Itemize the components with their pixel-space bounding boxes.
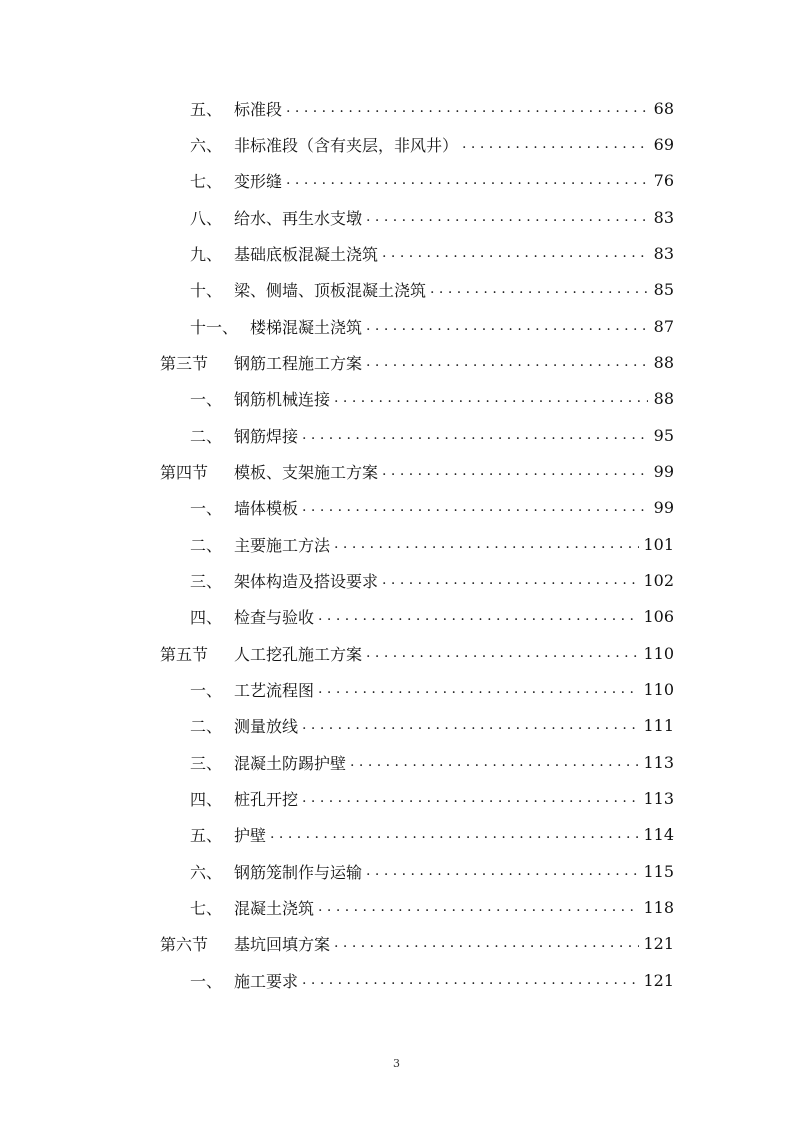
toc-page: 110: [643, 679, 674, 699]
toc-entry[interactable]: [190, 750, 674, 774]
toc-section-entry[interactable]: [160, 641, 674, 665]
toc-entry[interactable]: [190, 532, 674, 556]
toc-number: 第六节: [160, 934, 209, 954]
toc-entry[interactable]: [190, 968, 674, 992]
toc-title: 基础底板混凝土浇筑: [234, 244, 379, 264]
toc-page: 118: [643, 897, 674, 917]
toc-page: 102: [643, 570, 674, 590]
toc-entry[interactable]: [190, 822, 674, 846]
toc-entry[interactable]: [190, 568, 674, 592]
page-number: 3: [393, 1057, 400, 1070]
toc-title: 钢筋工程施工方案: [234, 353, 363, 373]
toc-page: 76: [653, 170, 674, 190]
toc-number: 二、: [190, 426, 223, 446]
toc-title: 工艺流程图: [234, 680, 315, 700]
toc-entry[interactable]: [190, 205, 674, 229]
toc-title: 检查与验收: [234, 607, 315, 627]
toc-leader: [302, 972, 639, 988]
toc-title: 非标准段（含有夹层，非风井）: [234, 135, 459, 155]
toc-title: 墙体模板: [234, 498, 299, 518]
toc-leader: [270, 826, 639, 842]
toc-number: 十一、: [190, 317, 239, 337]
toc-number: 十、: [190, 280, 223, 300]
toc-title: 架体构造及搭设要求: [234, 571, 379, 591]
toc-number: 一、: [190, 680, 223, 700]
toc-page: 101: [643, 534, 674, 554]
toc-number: 七、: [190, 898, 223, 918]
toc-title: 楼梯混凝土浇筑: [250, 317, 363, 337]
toc-leader: [366, 645, 639, 661]
toc-number: 九、: [190, 244, 223, 264]
toc-leader: [462, 136, 648, 152]
toc-leader: [382, 463, 648, 479]
toc-page: 83: [653, 207, 674, 227]
toc-leader: [302, 499, 648, 515]
toc-leader: [382, 572, 639, 588]
toc-page: 115: [643, 861, 674, 881]
toc-number: 六、: [190, 862, 223, 882]
toc-entry[interactable]: [190, 604, 674, 628]
toc-leader: [318, 608, 639, 624]
toc-title: 人工挖孔施工方案: [234, 644, 363, 664]
toc-title: 标准段: [234, 99, 283, 119]
toc-leader: [366, 354, 648, 370]
toc-number: 第五节: [160, 644, 209, 664]
toc-number: 第三节: [160, 353, 209, 373]
toc-title: 混凝土防踢护壁: [234, 753, 347, 773]
toc-number: 第四节: [160, 462, 209, 482]
toc-leader: [334, 935, 639, 951]
toc-number: 四、: [190, 789, 223, 809]
toc-number: 七、: [190, 171, 223, 191]
toc-entry[interactable]: [190, 895, 674, 919]
toc-leader: [366, 318, 648, 334]
toc-leader: [318, 681, 639, 697]
toc-section-entry[interactable]: [160, 459, 674, 483]
toc-number: 三、: [190, 571, 223, 591]
toc-page: 88: [653, 352, 674, 372]
toc-title: 混凝土浇筑: [234, 898, 315, 918]
toc-number: 五、: [190, 99, 223, 119]
toc-leader: [302, 427, 648, 443]
toc-entry[interactable]: [190, 495, 674, 519]
toc-page: 69: [653, 134, 674, 154]
toc-title: 给水、再生水支墩: [234, 208, 363, 228]
toc-page: 85: [653, 279, 674, 299]
toc-leader: [382, 245, 648, 261]
toc-number: 二、: [190, 716, 223, 736]
toc-title: 护壁: [234, 825, 267, 845]
toc-page: 95: [653, 425, 674, 445]
toc-entry[interactable]: [190, 168, 674, 192]
toc-entry[interactable]: [190, 423, 674, 447]
toc-number: 三、: [190, 753, 223, 773]
toc-page: 111: [643, 715, 674, 735]
toc-number: 一、: [190, 389, 223, 409]
toc-page: 87: [653, 316, 674, 336]
toc-title: 施工要求: [234, 971, 299, 991]
toc-number: 四、: [190, 607, 223, 627]
toc-number: 一、: [190, 971, 223, 991]
toc-leader: [350, 754, 639, 770]
toc-page: 121: [643, 933, 674, 953]
toc-title: 变形缝: [234, 171, 283, 191]
toc-title: 测量放线: [234, 716, 299, 736]
toc-entry[interactable]: [190, 859, 674, 883]
toc-page: 113: [643, 752, 674, 772]
toc-entry[interactable]: [190, 386, 674, 410]
toc-leader: [334, 390, 648, 406]
toc-entry[interactable]: [190, 786, 674, 810]
toc-number: 五、: [190, 825, 223, 845]
toc-page: 68: [653, 98, 674, 118]
toc-page: 113: [643, 788, 674, 808]
toc-entry[interactable]: [190, 677, 674, 701]
toc-leader: [430, 281, 648, 297]
toc-leader: [318, 899, 639, 915]
toc-leader: [334, 536, 639, 552]
toc-entry[interactable]: [190, 277, 674, 301]
toc-section-entry[interactable]: [160, 931, 674, 955]
toc-number: 六、: [190, 135, 223, 155]
toc-title: 梁、侧墙、顶板混凝土浇筑: [234, 280, 427, 300]
toc-page: 106: [643, 606, 674, 626]
toc-page: 83: [653, 243, 674, 263]
toc-entry[interactable]: [190, 314, 674, 338]
toc-title: 主要施工方法: [234, 535, 331, 555]
toc-page: 110: [643, 643, 674, 663]
toc-number: 二、: [190, 535, 223, 555]
toc-leader: [302, 790, 639, 806]
toc-page: 99: [653, 461, 674, 481]
toc-title: 模板、支架施工方案: [234, 462, 379, 482]
toc-entry[interactable]: [190, 132, 674, 156]
toc-entry[interactable]: [190, 713, 674, 737]
toc-entry[interactable]: [190, 96, 674, 120]
toc-leader: [286, 172, 648, 188]
toc-entry[interactable]: [190, 241, 674, 265]
toc-leader: [302, 717, 639, 733]
toc-title: 钢筋机械连接: [234, 389, 331, 409]
toc-leader: [286, 100, 648, 116]
toc-leader: [366, 863, 639, 879]
toc-title: 钢筋笼制作与运输: [234, 862, 363, 882]
toc-number: 一、: [190, 498, 223, 518]
toc-page: 121: [643, 970, 674, 990]
toc-page: 114: [643, 824, 674, 844]
toc-title: 基坑回填方案: [234, 934, 331, 954]
toc-page: 88: [653, 388, 674, 408]
toc-page: 99: [653, 497, 674, 517]
toc-leader: [366, 209, 648, 225]
toc-number: 八、: [190, 208, 223, 228]
toc-title: 钢筋焊接: [234, 426, 299, 446]
toc-title: 桩孔开挖: [234, 789, 299, 809]
toc-section-entry[interactable]: [160, 350, 674, 374]
